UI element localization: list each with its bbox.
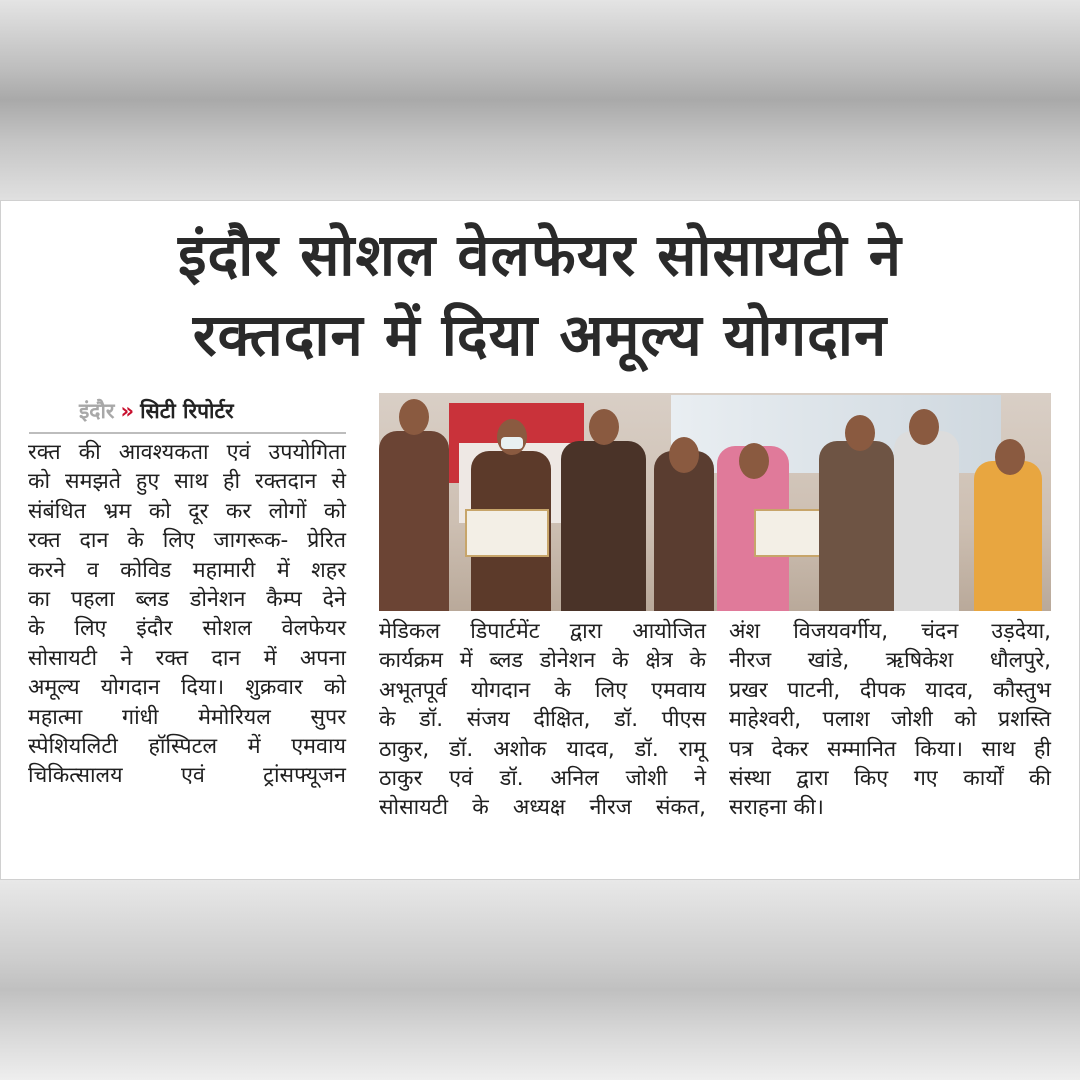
text-line: का पहला ब्लड डोनेशन कैम्प देने bbox=[28, 587, 346, 613]
person bbox=[894, 431, 959, 611]
person bbox=[819, 441, 894, 611]
headline-line-2: रक्तदान में दिया अमूल्य योगदान bbox=[192, 301, 888, 369]
text-line: अंश विजयवर्गीय, चंदन उड़देया, bbox=[729, 619, 1051, 644]
byline-separator-icon: » bbox=[120, 399, 135, 423]
text-line: ठाकुर एवं डॉ. अनिल जोशी ने bbox=[379, 766, 706, 792]
person-head bbox=[845, 415, 875, 451]
article-column-1 bbox=[28, 438, 346, 791]
text-line: कार्यक्रम में ब्लड डोनेशन के क्षेत्र के bbox=[379, 648, 706, 674]
certificate bbox=[465, 509, 549, 557]
text-line: के लिए इंदौर सोशल वेलफेयर bbox=[28, 616, 346, 642]
blurred-background-bottom bbox=[0, 880, 1080, 1080]
face-mask bbox=[501, 437, 523, 449]
blurred-background-top bbox=[0, 0, 1080, 200]
text-line: मेडिकल डिपार्टमेंट द्वारा आयोजित bbox=[379, 619, 706, 644]
text-line: संबंधित भ्रम को दूर कर लोगों को bbox=[28, 498, 346, 524]
person bbox=[654, 451, 714, 611]
person-head bbox=[669, 437, 699, 473]
text-line: संस्था द्वारा किए गए कार्यों की bbox=[729, 766, 1051, 792]
text-line: को समझते हुए साथ ही रक्तदान से bbox=[28, 469, 346, 495]
byline-divider bbox=[29, 432, 346, 434]
text-line: माहेश्वरी, पलाश जोशी को प्रशस्ति bbox=[729, 707, 1051, 733]
event-photo bbox=[379, 393, 1051, 611]
text-line: प्रखर पाटनी, दीपक यादव, कौस्तुभ bbox=[729, 677, 1051, 703]
text-line: ठाकुर, डॉ. अशोक यादव, डॉ. रामू bbox=[379, 736, 706, 762]
text-line: नीरज खांडे, ऋषिकेश धौलपुरे, bbox=[729, 648, 1051, 674]
article-column-3 bbox=[729, 617, 1051, 823]
text-line: चिकित्सालय एवं ट्रांसफ्यूजन bbox=[28, 763, 346, 789]
person-head bbox=[739, 443, 769, 479]
text-line: पत्र देकर सम्मानित किया। साथ ही bbox=[729, 736, 1051, 762]
person-head bbox=[589, 409, 619, 445]
byline-reporter: सिटी रिपोर्टर bbox=[140, 399, 234, 423]
person bbox=[974, 461, 1042, 611]
text-line: सोसायटी के अध्यक्ष नीरज संकत, bbox=[379, 795, 706, 821]
person-head bbox=[399, 399, 429, 435]
text-line: स्पेशियलिटी हॉस्पिटल में एमवाय bbox=[28, 734, 346, 760]
headline-line-1: इंदौर सोशल वेलफेयर सोसायटी ने bbox=[178, 221, 902, 289]
text-line: महात्मा गांधी मेमोरियल सुपर bbox=[28, 704, 346, 730]
text-line: अमूल्य योगदान दिया। शुक्रवार को bbox=[28, 675, 346, 701]
article-column-2 bbox=[379, 617, 706, 823]
byline bbox=[79, 397, 234, 425]
text-line: के डॉ. संजय दीक्षित, डॉ. पीएस bbox=[379, 707, 706, 733]
person bbox=[561, 441, 646, 611]
byline-city: इंदौर bbox=[79, 399, 115, 423]
person-head bbox=[909, 409, 939, 445]
text-line: रक्त की आवश्यकता एवं उपयोगिता bbox=[28, 440, 346, 465]
text-line: सोसायटी ने रक्त दान में अपना bbox=[28, 645, 346, 671]
text-line: रक्त दान के लिए जागरूक- प्रेरित bbox=[28, 528, 346, 554]
person-head bbox=[995, 439, 1025, 475]
text-line: अभूतपूर्व योगदान के लिए एमवाय bbox=[379, 677, 706, 703]
headline bbox=[1, 215, 1079, 375]
text-line: करने व कोविड महामारी में शहर bbox=[28, 557, 346, 583]
person bbox=[379, 431, 449, 611]
text-line: सराहना की। bbox=[729, 795, 824, 821]
newspaper-clipping bbox=[0, 200, 1080, 880]
